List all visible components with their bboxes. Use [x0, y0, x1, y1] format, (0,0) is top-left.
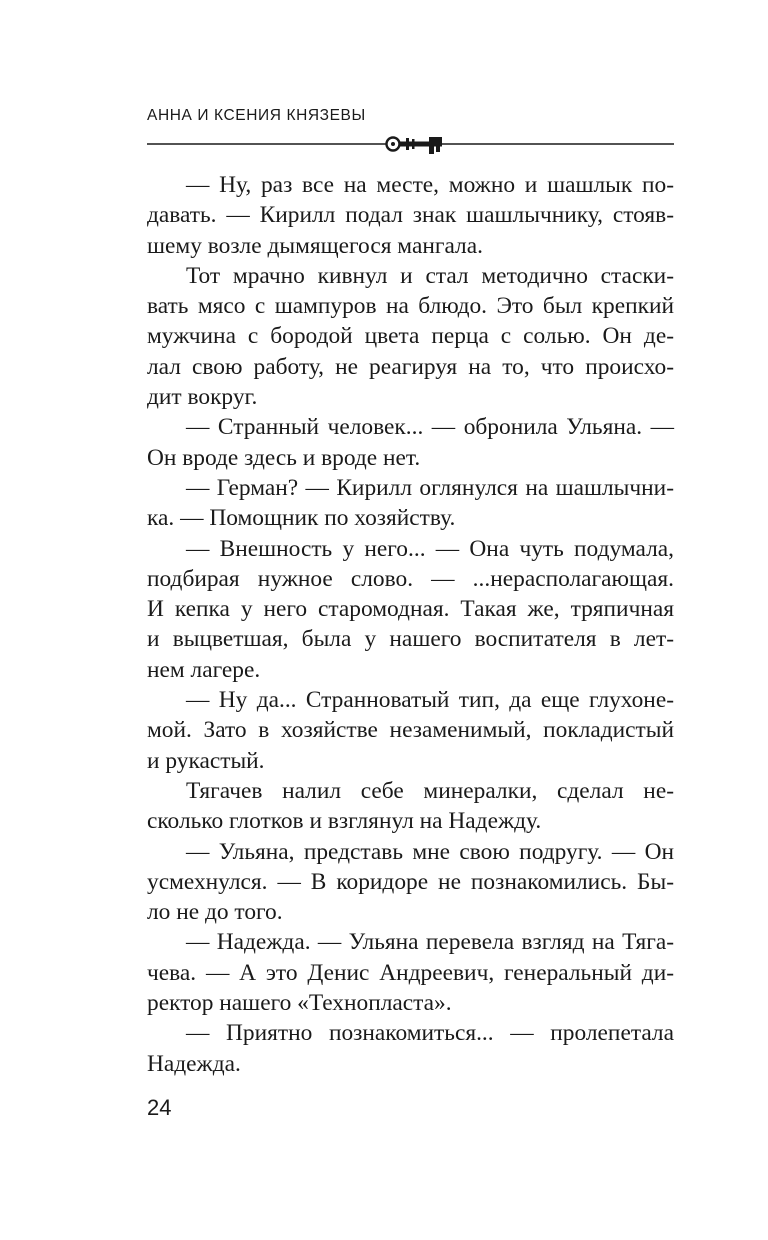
paragraph — [147, 685, 674, 776]
paragraph — [147, 837, 674, 928]
text-line: нем лагере. — [147, 656, 261, 683]
text-line: вать мясо с шампуров на блюдо. Это был крепкий — [147, 293, 674, 320]
paragraph — [147, 534, 674, 685]
paragraph — [147, 261, 674, 412]
text-line: шему возле дымящегося мангала. — [147, 232, 483, 259]
key-icon — [387, 137, 443, 154]
text-line: И кепка у него старомодная. Такая же, тряпичная — [147, 596, 674, 623]
text-line: и выцветшая, была у нашего воспитателя в лет- — [147, 626, 674, 653]
text-line: лал свою работу, не реагируя на то, что происхо- — [147, 353, 674, 380]
text-line: мужчина с бородой цвета перца с солью. Он де- — [147, 323, 674, 350]
page-number: 24 — [147, 1095, 172, 1120]
text-line: — Внешность у него... — Она чуть подумала, — [186, 535, 674, 562]
text-line: Тот мрачно кивнул и стал методично стаски- — [186, 262, 674, 289]
text-line: — Герман? — Кирилл оглянулся на шашлычни- — [186, 474, 674, 501]
text-line: — Ну да... Странноватый тип, да еще глухоне- — [186, 687, 674, 714]
text-line: — Ульяна, представь мне свою подругу. — Он — [186, 838, 674, 865]
text-line: — Ну, раз все на месте, можно и шашлык по- — [186, 172, 674, 198]
text-line: усмехнулся. — В коридоре не познакомились. Бы- — [147, 868, 674, 895]
text-line: подбирая нужное слово. — ...нерасполагающая. — [147, 565, 674, 592]
text-line: и рукастый. — [147, 747, 265, 774]
paragraph — [147, 412, 674, 473]
text-line: Тягачев налил себе минералки, сделал не- — [186, 777, 674, 804]
body-text — [147, 170, 674, 1079]
text-line: — Приятно познакомиться... — пролепетала — [186, 1020, 674, 1047]
paragraph — [147, 170, 674, 261]
paragraph — [147, 776, 674, 837]
text-line: Он вроде здесь и вроде нет. — [147, 444, 421, 471]
paragraph — [147, 1018, 674, 1079]
running-header: АННА И КСЕНИЯ КНЯЗЕВЫ — [147, 107, 366, 124]
text-line: мой. Зато в хозяйстве незаменимый, покладистый — [147, 717, 674, 744]
text-line: — Надежда. — Ульяна перевела взгляд на Тяга- — [186, 929, 674, 956]
text-line: сколько глотков и взглянул на Надежду. — [147, 808, 542, 835]
text-line: — Странный человек... — обронила Ульяна. — — [186, 414, 674, 441]
text-line: дит вокруг. — [147, 384, 258, 411]
text-line: ректор нашего «Технопласта». — [147, 990, 452, 1017]
text-line: давать. — Кирилл подал знак шашлычнику, стояв- — [147, 202, 674, 229]
paragraph — [147, 927, 674, 1018]
text-line: Надежда. — [147, 1050, 241, 1077]
text-line: ка. — Помощник по хозяйству. — [147, 505, 456, 532]
paragraph — [147, 473, 674, 534]
text-line: чева. — А это Денис Андреевич, генеральный ди- — [147, 959, 674, 986]
text-line: ло не до того. — [147, 899, 283, 926]
header-rule-key-ornament — [147, 130, 674, 158]
